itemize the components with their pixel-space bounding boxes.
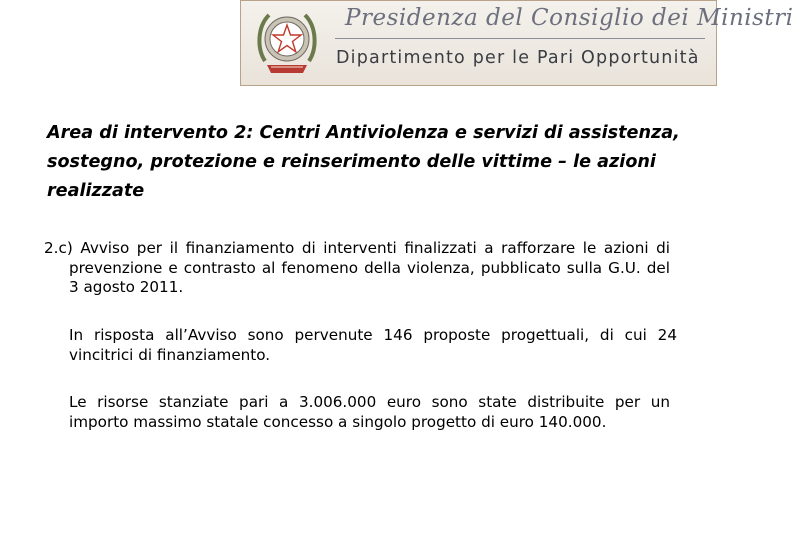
italian-republic-emblem-icon: [255, 3, 319, 77]
banner-institution-title: Presidenza del Consiglio dei Ministri: [345, 5, 794, 31]
banner-divider: [335, 38, 705, 39]
paragraph-avviso: 2.c) Avviso per il finanziamento di interventi finalizzati a rafforzare le azioni di prevenzione e contrasto al fenomeno della violenza, pubblicato sulla G.U. del 3 agosto 2011.: [44, 239, 670, 296]
banner-department-title: Dipartimento per le Pari Opportunità: [336, 48, 700, 68]
slide-heading: Area di intervento 2: Centri Antiviolenza e servizi di assistenza, sostegno, protezione e reinserimento delle vittime – le azioni realizzate: [47, 123, 680, 201]
paragraph-proposte: In risposta all’Avviso sono pervenute 146 proposte progettuali, di cui 24 vincitrici di finanziamento.: [69, 326, 677, 364]
paragraph-risorse: Le risorse stanziate pari a 3.006.000 euro sono state distribuite per un importo massimo statale concesso a singolo progetto di euro 140.000.: [69, 393, 670, 431]
header-banner: [240, 0, 794, 86]
